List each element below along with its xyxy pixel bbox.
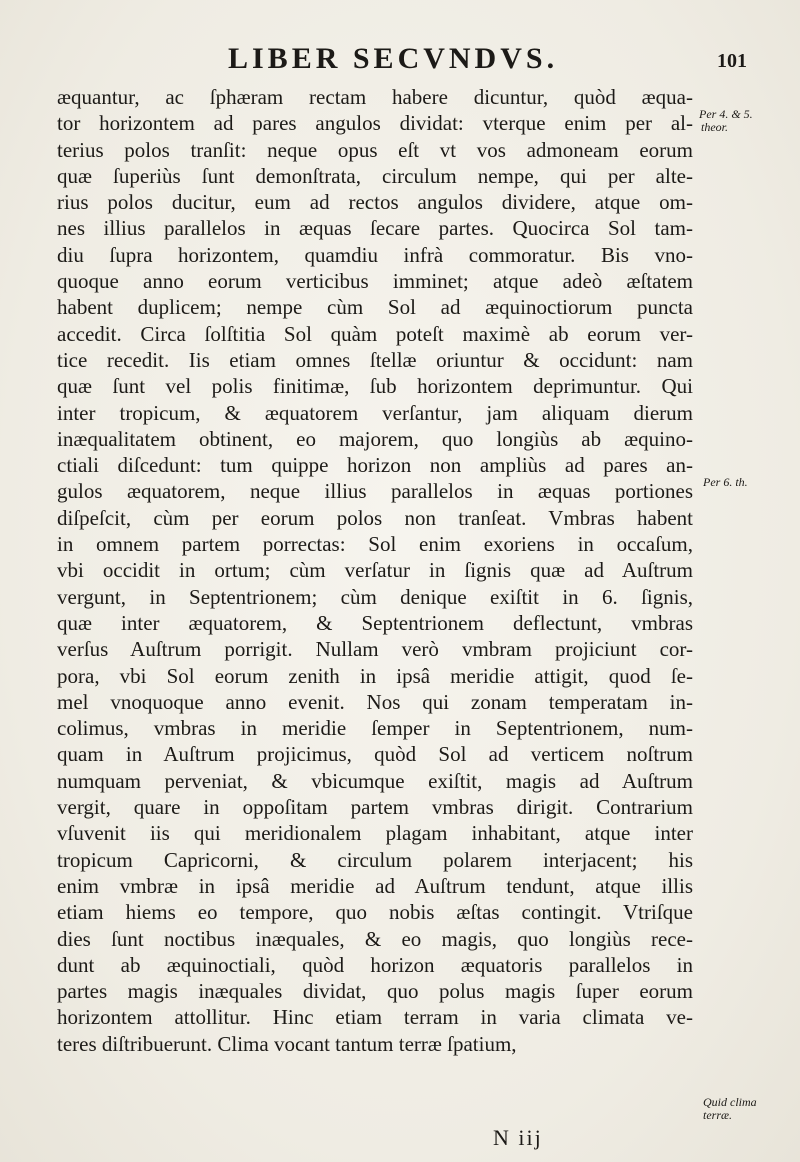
text-line: vbi occidit in ortum; cùm verſatur in ſignis quæ ad Auſtrum: [57, 558, 693, 583]
text-line: quoque anno eorum verticibus imminet; atque adeò æſtatem: [57, 269, 693, 294]
text-line: terius polos tranſit: neque opus eſt vt vos admoneam eorum: [57, 137, 693, 162]
text-line: dunt ab æquinoctiali, quòd horizon æquatoris parallelos in: [57, 952, 693, 977]
text-line: mel vnoquoque anno evenit. Nos qui zonam temperatam in-: [57, 689, 693, 714]
running-head-title: LIBER SECVNDVS.: [228, 42, 559, 75]
margin-note-line: Quid clima: [703, 1095, 757, 1109]
text-line: inæqualitatem obtinent, eo majorem, quo longiùs ab æquino-: [57, 426, 693, 451]
margin-note-theorem-ref: [699, 108, 753, 134]
margin-note-line: terræ.: [703, 1108, 733, 1122]
text-line: vergunt, in Septentrionem; cùm denique exiſtit in 6. ſignis,: [57, 584, 693, 609]
text-line: enim vmbræ in ipsâ meridie ad Auſtrum tendunt, atque illis: [57, 873, 693, 898]
text-line: ctiali diſcedunt: tum quippe horizon non ampliùs ad pares an-: [57, 453, 693, 478]
text-line: tor horizontem ad pares angulos dividat: vterque enim per al-: [57, 111, 693, 136]
body-text: [57, 84, 693, 1057]
text-line: tropicum Capricorni, & circulum polarem interjacent; his: [57, 847, 693, 872]
text-line: accedit. Circa ſolſtitia Sol quàm poteſt maximè ab eorum ver-: [57, 321, 693, 346]
page-number: 101: [717, 50, 747, 72]
text-line: quæ ſunt vel polis finitimæ, ſub horizontem deprimuntur. Qui: [57, 374, 693, 399]
text-line: tice recedit. Iis etiam omnes ſtellæ oriuntur & occidunt: nam: [57, 347, 693, 372]
text-line: pora, vbi Sol eorum zenith in ipsâ meridie attigit, quod ſe-: [57, 663, 693, 688]
text-line: quam in Auſtrum projicimus, quòd Sol ad verticem noſtrum: [57, 742, 693, 767]
text-line: colimus, vmbras in meridie ſemper in Septentrionem, num-: [57, 716, 693, 741]
text-line: verſus Auſtrum porrigit. Nullam verò vmbram projiciunt cor-: [57, 637, 693, 662]
text-line: numquam perveniat, & vbicumque exiſtit, magis ad Auſtrum: [57, 768, 693, 793]
margin-note-line: Per 4. & 5.: [699, 107, 753, 121]
text-line: horizontem attollitur. Hinc etiam terram in varia climata ve-: [57, 1005, 693, 1030]
text-line: vergit, quare in oppoſitam partem vmbras dirigit. Contrarium: [57, 795, 693, 820]
text-line: quæ inter æquatorem, & Septentrionem deflectunt, vmbras: [57, 610, 693, 635]
text-line: rius polos ducitur, eum ad rectos angulos dividere, atque om-: [57, 190, 693, 215]
margin-note-line: theor.: [701, 120, 728, 134]
margin-note-clima: [703, 1096, 757, 1122]
running-head: [0, 42, 800, 82]
signature-mark: N iij: [493, 1125, 543, 1150]
text-line: æquantur, ac ſphæram rectam habere dicuntur, quòd æqua-: [57, 85, 693, 109]
text-line: dies ſunt noctibus inæquales, & eo magis, quo longiùs rece-: [57, 926, 693, 951]
text-line: in omnem partem porrectas: Sol enim exoriens in occaſum,: [57, 532, 693, 557]
text-line: quæ ſuperiùs ſunt demonſtrata, circulum nempe, qui per alte-: [57, 163, 693, 188]
text-line: vſuvenit iis qui meridionalem plagam inhabitant, atque inter: [57, 821, 693, 846]
text-line: diſpeſcit, cùm per eorum polos non tranſeat. Vmbras habent: [57, 505, 693, 530]
text-line: partes magis inæquales dividat, quo polus magis ſuper eorum: [57, 979, 693, 1004]
margin-note-theorem-ref: Per 6. th.: [703, 475, 748, 489]
text-line: nes illius parallelos in æquas ſecare partes. Quocirca Sol tam-: [57, 216, 693, 241]
text-line: inter tropicum, & æquatorem verſantur, jam aliquam dierum: [57, 400, 693, 425]
text-line: habent duplicem; nempe cùm Sol ad æquinoctiorum puncta: [57, 295, 693, 320]
text-line: teres diſtribuerunt. Clima vocant tantum terræ ſpatium,: [57, 1031, 517, 1056]
text-line: gulos æquatorem, neque illius parallelos in æquas portiones: [57, 479, 693, 504]
text-line: etiam hiems eo tempore, quo nobis æſtas contingit. Vtriſque: [57, 900, 693, 925]
text-line: diu ſupra horizontem, quamdiu infrà commoratur. Bis vno-: [57, 242, 693, 267]
